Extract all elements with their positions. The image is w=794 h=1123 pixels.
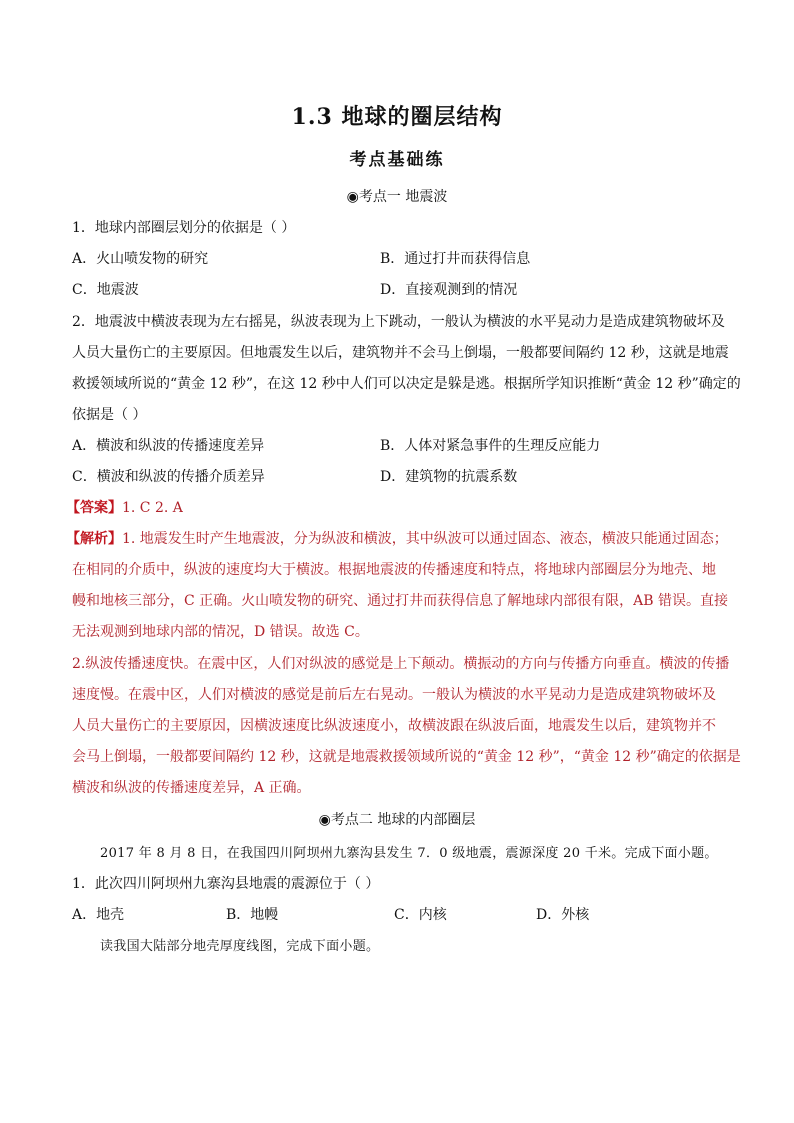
question-2-option-d: D．建筑物的抗震系数 (380, 469, 518, 485)
answer-line (66, 497, 726, 517)
question-2-option-a: A．横波和纵波的传播速度差异 (72, 438, 265, 454)
analysis-p1-line-3: 幔和地核三部分，C 正确。火山喷发物的研究、通过打井而获得信息了解地球内部很有限，AB 错误。直接 (72, 593, 729, 609)
question-1-option-b: B．通过打井而获得信息 (380, 251, 531, 267)
page-title: 1.3 地球的圈层结构 (291, 104, 503, 130)
analysis-p2-line-4: 会马上倒塌，一般都要间隔约 12 秒，这就是地震救援领域所说的“黄金 12 秒”，“黄金 12 秒”确定的依据是 (72, 749, 741, 765)
read-note: 读我国大陆部分地壳厚度线图，完成下面小题。 (100, 939, 380, 954)
question-2-option-c: C．横波和纵波的传播介质差异 (72, 469, 265, 485)
analysis-p1-line-4: 无法观测到地球内部的情况，D 错误。故选 C。 (72, 624, 369, 640)
analysis-p2-line-3: 人员大量伤亡的主要原因，因横波速度比纵波速度小，故横波跟在纵波后面，地震发生以后，建筑物并不 (72, 718, 716, 734)
question-3-option-c: C．内核 (394, 907, 447, 923)
question-2-stem-line-2: 人员大量伤亡的主要原因。但地震发生以后，建筑物并不会马上倒塌，一般都要间隔约 12 秒，这就是地震 (72, 345, 729, 361)
page-subtitle: 考点基础练 (349, 150, 445, 170)
question-2-stem-line-3: 救援领域所说的“黄金 12 秒”，在这 12 秒中人们可以决定是躲是逃。根据所学知识推断“黄金 12 秒”确定的 (72, 376, 741, 392)
analysis-p2-line-1: 2.纵波传播速度快。在震中区，人们对纵波的感觉是上下颠动。横振动的方向与传播方向垂直。横波的传播 (72, 656, 730, 672)
section-heading-1: ◉考点一 地震波 (346, 189, 448, 205)
analysis-p2-line-5: 横波和纵波的传播速度差异，A 正确。 (72, 780, 311, 796)
question-2-option-b: B．人体对紧急事件的生理反应能力 (380, 438, 601, 454)
question-2-stem-line-4: 依据是（ ） (72, 407, 147, 423)
answer-label: 【答案】 (66, 500, 122, 516)
context-paragraph: 2017 年 8 月 8 日，在我国四川阿坝州九寨沟县发生 7．0 级地震，震源深度 20 千米。完成下面小题。 (100, 846, 718, 861)
question-1-stem: 1．地球内部圈层划分的依据是（ ） (72, 220, 296, 236)
question-1-option-d: D．直接观测到的情况 (380, 282, 518, 298)
analysis-p1-line-1 (66, 528, 726, 548)
analysis-text: 1. 地震发生时产生地震波，分为纵波和横波，其中纵波可以通过固态、液态，横波只能通过固态； (122, 531, 728, 547)
question-3-option-a: A．地壳 (72, 907, 125, 923)
question-2-stem-line-1: 2．地震波中横波表现为左右摇晃，纵波表现为上下跳动，一般认为横波的水平晃动力是造成建筑物破坏及 (72, 314, 725, 330)
analysis-label: 【解析】 (66, 531, 122, 547)
section-heading-2: ◉考点二 地球的内部圈层 (318, 812, 476, 828)
question-1-option-c: C．地震波 (72, 282, 139, 298)
answer-text: 1. C 2. A (122, 500, 183, 516)
question-3-option-b: B．地幔 (226, 907, 279, 923)
analysis-p2-line-2: 速度慢。在震中区，人们对横波的感觉是前后左右晃动。一般认为横波的水平晃动力是造成建筑物破坏及 (72, 687, 716, 703)
question-3-stem: 1．此次四川阿坝州九寨沟县地震的震源位于（ ） (72, 876, 380, 892)
analysis-p1-line-2: 在相同的介质中，纵波的速度均大于横波。根据地震波的传播速度和特点，将地球内部圈层分为地壳、地 (72, 562, 716, 578)
question-1-option-a: A．火山喷发物的研究 (72, 251, 209, 267)
question-3-option-d: D．外核 (536, 907, 590, 923)
